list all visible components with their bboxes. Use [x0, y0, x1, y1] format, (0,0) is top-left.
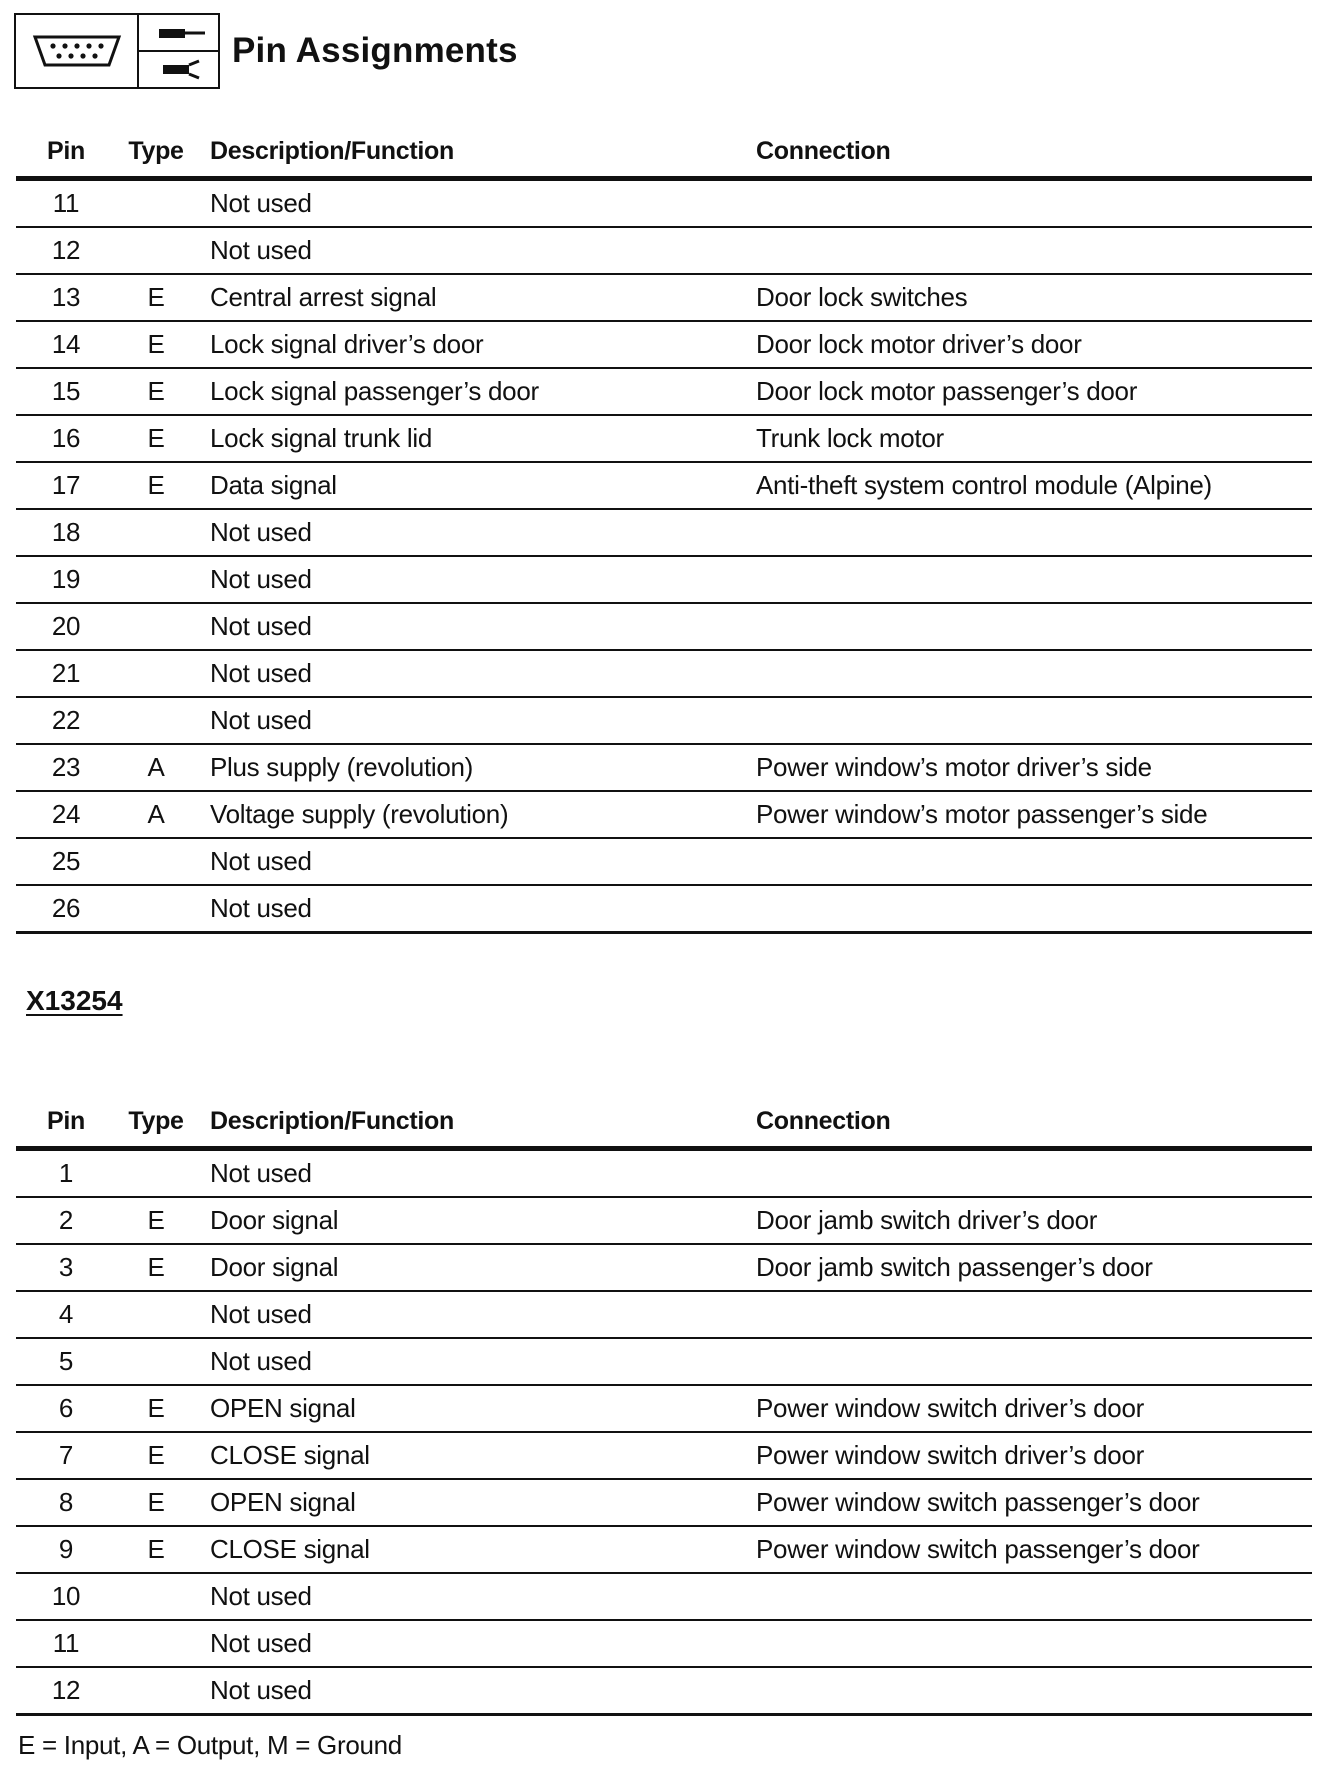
connection-cell: [756, 650, 1312, 697]
connection-cell: [756, 1291, 1312, 1338]
type-cell: [116, 1149, 196, 1198]
description-cell: Not used: [196, 1149, 756, 1198]
connection-cell: [756, 1573, 1312, 1620]
pin-cell: 10: [16, 1573, 116, 1620]
type-legend: E = Input, A = Output, M = Ground: [18, 1730, 402, 1760]
pin-cell: 5: [16, 1338, 116, 1385]
table-row: [16, 556, 1312, 603]
pin-cell: 11: [16, 1620, 116, 1667]
connection-cell: [756, 885, 1312, 933]
type-cell: [116, 1291, 196, 1338]
pin-cell: 7: [16, 1432, 116, 1479]
type-cell: E: [116, 1244, 196, 1291]
connection-cell: [756, 838, 1312, 885]
table-row: [16, 650, 1312, 697]
pin-cell: 24: [16, 791, 116, 838]
connection-cell: [756, 509, 1312, 556]
description-cell: Not used: [196, 603, 756, 650]
description-cell: Not used: [196, 227, 756, 274]
type-cell: E: [116, 1526, 196, 1573]
connection-cell: Power window’s motor driver’s side: [756, 744, 1312, 791]
table-row: [16, 1197, 1312, 1244]
description-cell: Not used: [196, 179, 756, 228]
table-row: [16, 1479, 1312, 1526]
connection-cell: Power window switch driver’s door: [756, 1385, 1312, 1432]
icon-box: [14, 13, 220, 89]
pin-cell: 14: [16, 321, 116, 368]
pin-cell: 26: [16, 885, 116, 933]
connection-cell: Power window switch driver’s door: [756, 1432, 1312, 1479]
type-cell: [116, 650, 196, 697]
type-cell: [116, 697, 196, 744]
page-title: Pin Assignments: [232, 31, 518, 70]
type-cell: E: [116, 368, 196, 415]
table-row: [16, 1620, 1312, 1667]
type-cell: [116, 885, 196, 933]
pin-cell: 25: [16, 838, 116, 885]
table-row: [16, 838, 1312, 885]
pin-cell: 23: [16, 744, 116, 791]
connection-cell: Trunk lock motor: [756, 415, 1312, 462]
pin-cell: 6: [16, 1385, 116, 1432]
description-cell: Not used: [196, 1667, 756, 1715]
type-cell: E: [116, 321, 196, 368]
description-cell: Door signal: [196, 1244, 756, 1291]
pin-cell: 12: [16, 1667, 116, 1715]
description-cell: Not used: [196, 1338, 756, 1385]
column-header-pin: Pin: [16, 1096, 116, 1149]
table-body: [16, 179, 1312, 933]
description-cell: Voltage supply (revolution): [196, 791, 756, 838]
connection-cell: Door jamb switch driver’s door: [756, 1197, 1312, 1244]
connection-cell: [756, 1149, 1312, 1198]
description-cell: Not used: [196, 697, 756, 744]
type-cell: E: [116, 1385, 196, 1432]
column-header-description: Description/Function: [196, 126, 756, 179]
type-cell: [116, 1667, 196, 1715]
connection-cell: Door lock switches: [756, 274, 1312, 321]
table-row: [16, 462, 1312, 509]
description-cell: Not used: [196, 1291, 756, 1338]
description-cell: Lock signal driver’s door: [196, 321, 756, 368]
type-cell: E: [116, 462, 196, 509]
table-row: [16, 1338, 1312, 1385]
type-cell: E: [116, 274, 196, 321]
type-cell: [116, 838, 196, 885]
connection-cell: Power window switch passenger’s door: [756, 1526, 1312, 1573]
connection-cell: Power window switch passenger’s door: [756, 1479, 1312, 1526]
connection-cell: [756, 227, 1312, 274]
pin-cell: 17: [16, 462, 116, 509]
table-row: [16, 697, 1312, 744]
connection-cell: [756, 1667, 1312, 1715]
pin-cell: 12: [16, 227, 116, 274]
column-header-type: Type: [116, 126, 196, 179]
type-cell: [116, 179, 196, 228]
type-cell: [116, 1573, 196, 1620]
page-header: [14, 11, 518, 91]
pin-cell: 20: [16, 603, 116, 650]
pin-table-1: [16, 126, 1312, 934]
description-cell: CLOSE signal: [196, 1526, 756, 1573]
table-row: [16, 368, 1312, 415]
type-cell: E: [116, 1479, 196, 1526]
pin-cell: 4: [16, 1291, 116, 1338]
table-row: [16, 1149, 1312, 1198]
pin-cell: 1: [16, 1149, 116, 1198]
table-row: [16, 1667, 1312, 1715]
pin-table-2: [16, 1096, 1312, 1716]
connection-cell: Power window’s motor passenger’s side: [756, 791, 1312, 838]
description-cell: Not used: [196, 556, 756, 603]
pin-cell: 8: [16, 1479, 116, 1526]
description-cell: Plus supply (revolution): [196, 744, 756, 791]
table-row: [16, 321, 1312, 368]
type-cell: A: [116, 744, 196, 791]
pin-cell: 15: [16, 368, 116, 415]
pin-cell: 21: [16, 650, 116, 697]
description-cell: Not used: [196, 1573, 756, 1620]
table-row: [16, 744, 1312, 791]
table-row: [16, 1432, 1312, 1479]
description-cell: Lock signal trunk lid: [196, 415, 756, 462]
connection-cell: [756, 1620, 1312, 1667]
column-header-connection: Connection: [756, 1096, 1312, 1149]
type-cell: E: [116, 415, 196, 462]
description-cell: Not used: [196, 838, 756, 885]
pin-cell: 11: [16, 179, 116, 228]
description-cell: Central arrest signal: [196, 274, 756, 321]
table-header-row: [16, 126, 1312, 179]
description-cell: Data signal: [196, 462, 756, 509]
pin-cell: 13: [16, 274, 116, 321]
connection-cell: [756, 603, 1312, 650]
connection-cell: Door lock motor driver’s door: [756, 321, 1312, 368]
table-row: [16, 1526, 1312, 1573]
table-header-row: [16, 1096, 1312, 1149]
column-header-pin: Pin: [16, 126, 116, 179]
description-cell: Door signal: [196, 1197, 756, 1244]
pin-cell: 18: [16, 509, 116, 556]
connection-cell: [756, 697, 1312, 744]
connection-cell: [756, 179, 1312, 228]
pin-cell: 16: [16, 415, 116, 462]
pin-cell: 22: [16, 697, 116, 744]
type-cell: [116, 1338, 196, 1385]
type-cell: E: [116, 1197, 196, 1244]
connector-label: X13254: [26, 985, 123, 1016]
description-cell: OPEN signal: [196, 1479, 756, 1526]
column-header-connection: Connection: [756, 126, 1312, 179]
pin-cell: 3: [16, 1244, 116, 1291]
tool-icon: [139, 15, 218, 87]
table-row: [16, 1244, 1312, 1291]
pin-cell: 19: [16, 556, 116, 603]
type-cell: [116, 227, 196, 274]
description-cell: Lock signal passenger’s door: [196, 368, 756, 415]
table-row: [16, 227, 1312, 274]
table-row: [16, 791, 1312, 838]
description-cell: OPEN signal: [196, 1385, 756, 1432]
table-row: [16, 415, 1312, 462]
connection-cell: Door jamb switch passenger’s door: [756, 1244, 1312, 1291]
table-body: [16, 1149, 1312, 1715]
connection-cell: Door lock motor passenger’s door: [756, 368, 1312, 415]
description-cell: Not used: [196, 885, 756, 933]
table-row: [16, 179, 1312, 228]
description-cell: Not used: [196, 509, 756, 556]
type-cell: A: [116, 791, 196, 838]
table-row: [16, 1385, 1312, 1432]
type-cell: [116, 509, 196, 556]
table-row: [16, 274, 1312, 321]
table-row: [16, 603, 1312, 650]
type-cell: [116, 1620, 196, 1667]
table-row: [16, 509, 1312, 556]
type-cell: E: [116, 1432, 196, 1479]
type-cell: [116, 603, 196, 650]
connection-cell: [756, 1338, 1312, 1385]
table-row: [16, 1291, 1312, 1338]
description-cell: Not used: [196, 650, 756, 697]
connection-cell: Anti-theft system control module (Alpine): [756, 462, 1312, 509]
pin-cell: 2: [16, 1197, 116, 1244]
description-cell: CLOSE signal: [196, 1432, 756, 1479]
connector-icon: [16, 15, 139, 87]
type-cell: [116, 556, 196, 603]
column-header-description: Description/Function: [196, 1096, 756, 1149]
connection-cell: [756, 556, 1312, 603]
pin-cell: 9: [16, 1526, 116, 1573]
column-header-type: Type: [116, 1096, 196, 1149]
table-row: [16, 1573, 1312, 1620]
table-row: [16, 885, 1312, 933]
description-cell: Not used: [196, 1620, 756, 1667]
